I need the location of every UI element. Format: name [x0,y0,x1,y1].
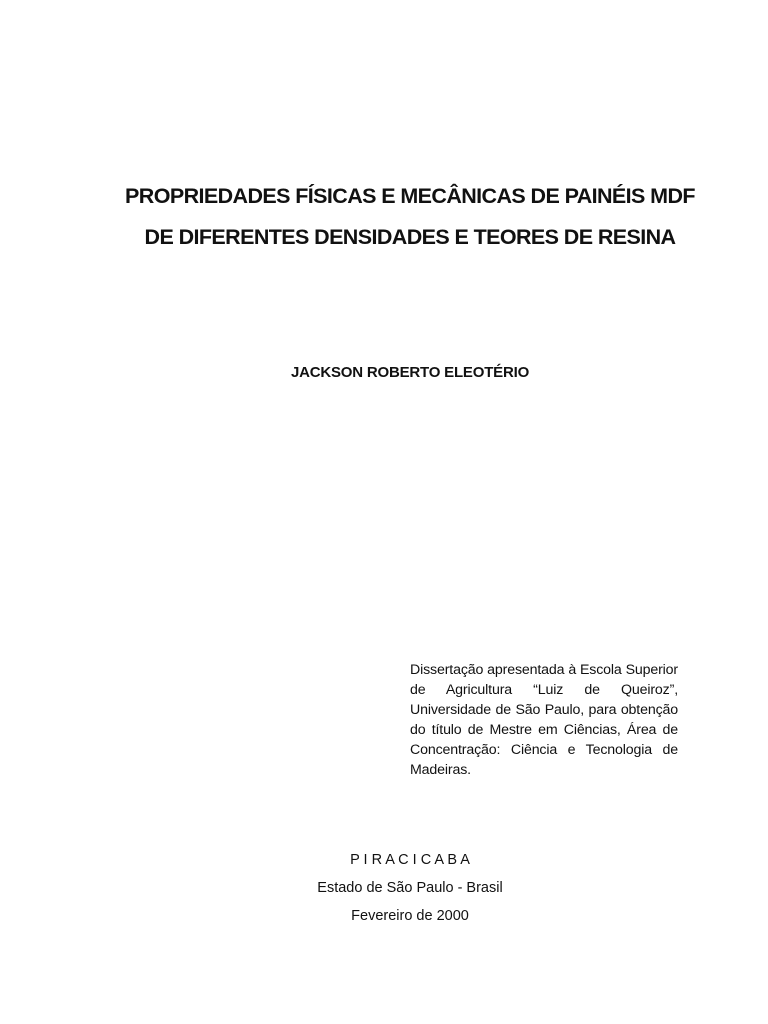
author-name: JACKSON ROBERTO ELEOTÉRIO [290,364,530,381]
publication-date: Fevereiro de 2000 [351,908,469,924]
title-line-1: PROPRIEDADES FÍSICAS E MECÂNICAS DE PAINÉIS MDF [125,184,695,208]
city-name: P I R A C I C A B A [350,852,470,868]
title-line-2: DE DIFERENTES DENSIDADES E TEORES DE RESINA [144,225,676,249]
state-country: Estado de São Paulo - Brasil [317,880,503,896]
dissertation-note: Dissertação apresentada à Escola Superior de Agricultura “Luiz de Queiroz”, Universidade de São Paulo, para obtenção do título de Mestre em Ciências, Área de Concentração: Ciência e Tecnologia de Madeiras. [410,662,678,778]
